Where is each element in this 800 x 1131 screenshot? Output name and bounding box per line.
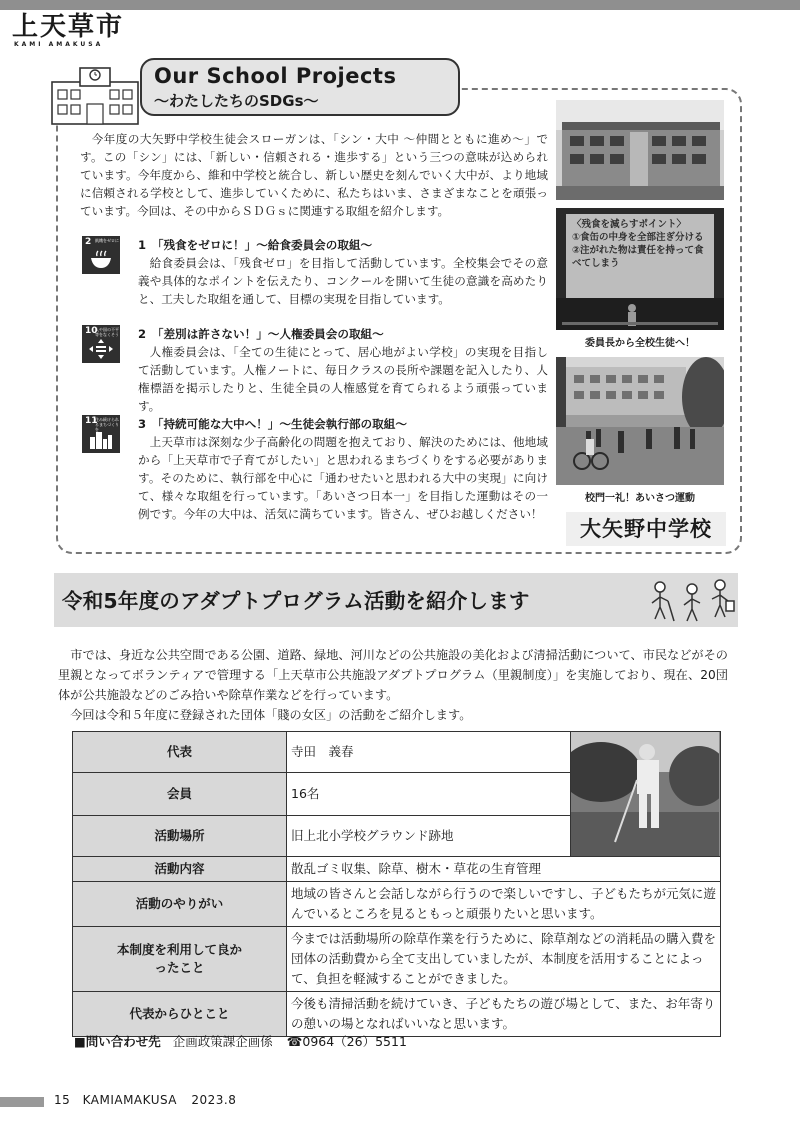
slide-point-2: ②注がれた物は責任を持って食べてしまう [572,245,704,269]
intro-paragraph: 今年度の大矢野中学校生徒会スローガンは、「シン・大中 ～仲間とともに進め～」です。この「シン」には、「新しい・信頼される・進歩する」という三つの意味が込められています。今年度から、維和中学校と統合し、新しい歴史を刻んでいく大中が、より地域に信頼される学校として、進歩していくために、私たちはいま、さまざまなことを頑張っています。今回は、その中からＳＤＧｓに関連する取組を紹介します。 [80,132,548,218]
row-label: 活動場所 [73,815,287,856]
project-2-heading: 2 「差別は許さない！」～人権委員会の取組～ [138,327,384,341]
project-3 [138,415,548,523]
assembly-slide-photo [556,208,724,330]
row-value: 散乱ゴミ収集、除草、樹木・草花の生育管理 [287,857,721,882]
table-row [73,882,721,927]
logo-text: 上天草市 [12,12,125,42]
project-1 [138,236,548,308]
volunteers-illustration-icon [644,577,736,625]
project-1-body: 給食委員会は、「残食ゼロ」を目指して活動しています。全校集会でその意義や具体的なポイントを伝えたり、コンクールを開いて生徒の意識を高めたりと、工夫した取組を通して、目標の実現を目指しています。 [138,256,548,306]
row-label: 会員 [73,773,287,815]
row-value: 今までは活動場所の除草作業を行うために、除草剤などの消耗品の購入費を団体の活動費から全て支出していましたが、本制度を活用することによって、負担を軽減することができました。 [287,927,721,992]
row-label: 代表からひとこと [73,992,287,1037]
row-value: 16名 [287,773,571,815]
issue-date: 2023.8 [191,1093,237,1107]
magazine-name: KAMIAMAKUSA [82,1093,178,1107]
page-footer [0,1093,800,1111]
school-building-icon [50,60,140,126]
adapt-paragraph-1: 市では、身近な公共空間である公園、道路、緑地、河川などの公共施設の美化および清掃活動について、市民などがその里親となってボランティアで管理する「上天草市公共施設アダプトプログラム（里親制度）」を実施しており、現在、20団体が公共施設などのごみ拾いや除草作業などを行っています。 [58,648,728,702]
group-info-table [72,731,721,1037]
page-number: 15 [54,1093,71,1107]
projected-slide [566,214,714,298]
project-2-body: 人権委員会は、「全ての生徒にとって、居心地がよい学校」の実現を目指して活動しています。人権ノートに、毎日クラスの長所や課題を記入したり、人権標語を掲示したりと、生徒全員の人権感覚を育てられるよう頑張っています。 [138,345,548,413]
contact-phone: ☎0964（26）5511 [286,1034,407,1049]
row-label: 本制度を利用して良かったこと [73,927,287,992]
photo-caption-1: 委員長から全校生徒へ！ [585,338,695,349]
contact-info [74,1032,407,1050]
slide-point-1: ①食缶の中身を全部注ぎ分ける [572,232,704,243]
top-bar [0,0,800,10]
school-projects-title [140,58,460,116]
table-row [73,992,721,1037]
row-label: 代表 [73,732,287,773]
contact-label: ■問い合わせ先 [74,1034,161,1049]
slide-title: 〈残食を減らすポイント〉 [572,219,687,230]
school-building-photo [556,100,724,200]
project-1-heading: 1 「残食をゼロに！」～給食委員会の取組～ [138,238,373,252]
adapt-banner [54,573,738,627]
project-2 [138,325,548,415]
table-row [73,927,721,992]
table-row [73,857,721,882]
row-value: 地域の皆さんと会話しながら行うので楽しいですし、子どもたちが元気に遊んでいるところを見るともっと頑張りたいと思います。 [287,882,721,927]
footer-text [54,1093,236,1107]
row-label: 活動のやりがい [73,882,287,927]
logo-subtext: KAMI AMAKUSA [14,41,104,48]
sustainable-cities-icon: 11 住み続けられるまちづくりを [82,415,120,453]
title-japanese: ～わたしたちのSDGs～ [154,92,319,110]
contact-dept: 企画政策課企画係 [172,1034,273,1049]
row-value: 旧上北小学校グラウンド跡地 [287,815,571,856]
volunteer-photo [571,732,721,857]
greeting-campaign-photo [556,357,724,485]
table-row [73,732,721,773]
city-logo [12,12,142,48]
adapt-title: 令和5年度のアダプトプログラム活動を紹介します [62,589,530,613]
zero-hunger-icon: 2 飢餓をゼロに [82,236,120,274]
reduced-inequalities-icon: 10 人や国の不平等をなくそう [82,325,120,363]
title-english: Our School Projects [154,64,397,88]
school-name: 大矢野中学校 [566,512,726,546]
row-value: 寺田 義春 [287,732,571,773]
footer-bar [0,1097,44,1107]
project-3-heading: 3 「持続可能な大中へ！」～生徒会執行部の取組～ [138,417,407,431]
project-3-body: 上天草市は深刻な少子高齢化の問題を抱えており、解決のためには、他地域から「上天草市で子育てがしたい」と思われるまちづくりをする必要があります。そのために、執行部を中心に「通わせたいと思われる大中の実現」に向けて、様々な取組を行っています。「あいさつ日本一」を目指した運動はその一例です。今年の大中は、活気に満ちています。皆さん、ぜひお越しください！ [138,435,548,521]
row-value: 今後も清掃活動を続けていき、子どもたちの遊び場として、また、お年寄りの憩いの場となればいいなと思います。 [287,992,721,1037]
photo-caption-2: 校門一礼！あいさつ運動 [585,493,695,504]
adapt-paragraph-2: 今回は令和５年度に登録された団体「賤の女区」の活動をご紹介します。 [70,708,472,722]
row-label: 活動内容 [73,857,287,882]
